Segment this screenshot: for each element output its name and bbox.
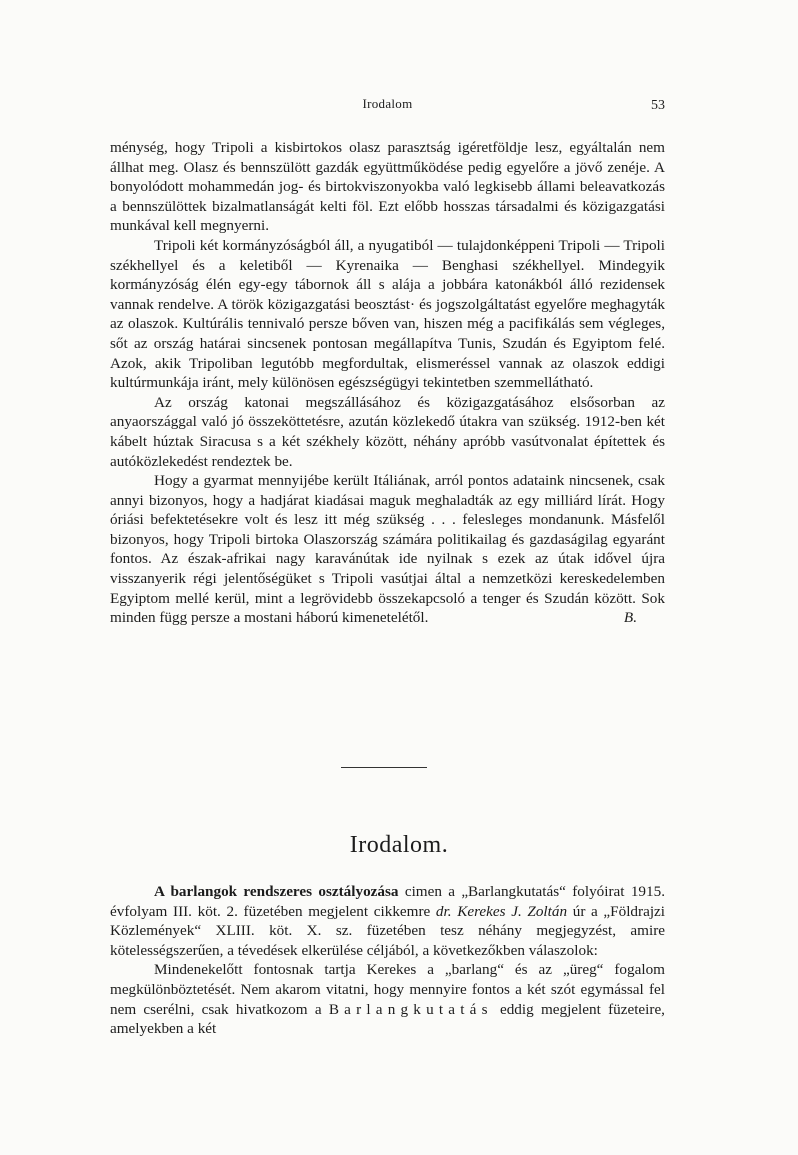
section-paragraph-1 [110,882,665,960]
author-name: dr. Kerekes J. Zoltán [435,902,568,920]
paragraph-4 [110,471,665,628]
section-body [110,882,665,1039]
running-title: Irodalom [362,96,413,111]
section-p2-text-a: Mindenekelőtt fontosnak tartja Kerekes a „barlang“ és az „üreg“ fogalom megkülönböztetését. Nem akarom vitatni, hogy mennyire fontos a két szót egymással fel nem cserélni, csak hivatkozom a [110,961,665,1018]
paragraph-2: Tripoli két kormányzóságból áll, a nyugatiból — tulajdonképpeni Tripoli — Tripoli székhellyel és a keletiből — Kyrenaika — Benghasi székhellyel. Mindegyik kormányzóság élén egy-egy tábornok áll s alája a jobbára katonákból álló rezidensek vannak rendelve. A török közigazgatási beosztást· és jogszolgáltatást egyelőre meghagyták az olaszok. Kultúrális tennivaló persze bőven van, hiszen még a pacifikálás sem végleges, sőt az ország határai sincsenek pontosan megállapítva Tunis, Szudán és Egyiptom felé. Azok, akik Tripoliban legutóbb megfordultak, elismeréssel vannak az olaszok eddigi kultúrmunkája iránt, mely különösen egészségügyi tekintetben szemmellátható. [110,236,665,392]
journal-name-spaced: Barlangkutatás [328,1000,493,1018]
paragraph-4-text: Hogy a gyarmat mennyijébe került Itáliának, arról pontos adataink nincsenek, csak annyi bizonyos, hogy a hadjárat kiadásai maguk meghaladták az egy milliárd lírát. Hogy óriási befektetésekre volt és lesz itt még szükség . . . felesleges mondanunk. Másfelől bizonyos, hogy Tripoli birtoka Olaszország számára politikailag és gazdaságilag egyaránt fontos. Az észak-afrikai nagy karavánútak ide nyilnak s ezek az útak idővel újra visszanyerik régi jelentőségüket s Tripoli vasútjai által a nemzetközi kereskedelemben Egyiptom mellé kerül, mint a legrövidebb összekapcsoló a tenger és Szudán között. Sok minden függ persze a mostani háború kimenetelétől. [110,472,665,627]
section-p2-text-b: eddig megjelent füzeteire, amelyekben a két [110,1000,665,1038]
running-header [110,96,665,118]
section-p1-text-b: úr a „Földrajzi Közlemények“ XLIII. köt. X. sz. füzetében tesz néhány megjegyzést, amire kötelességszerűen, a tévedések elkerülése céljából, a következőkben válaszolok: [110,902,665,959]
article-body [110,138,665,628]
section-title: Irodalom. [349,832,449,858]
paragraph-1: ménység, hogy Tripoli a kisbirtokos olasz parasztság igéretföldje lesz, egyáltalán nem állhat meg. Olasz és bennszülött gazdák együttműködése pedig egyelőre a jövő zenéje. A bonyolódott mohammedán jog- és birtokviszonyokba való legkisebb állami beleavatkozás a bennszülöttek bizalmatlanságát kelti föl. Ezt előbb hosszas társadalmi és közigazgatási munkával kell megnyerni. [110,139,665,235]
page-number: 53 [651,98,665,113]
section-paragraph-2 [110,960,665,1038]
article-title-bold: A barlangok rendszeres osztályozása [154,883,399,900]
section-p1-text-a: cimen a „Barlangkutatás“ folyóirat 1915. évfolyam III. köt. 2. füzetében megjelent cikkemre [110,883,665,920]
section-divider [341,767,427,768]
author-signature: B. [623,609,637,627]
paragraph-3: Az ország katonai megszállásához és közigazgatásához elsősorban az anyaországgal való jó összeköttetésre, azután közlekedő útakra van szükség. 1912-ben két kábelt húztak Siracusa s a két székhely között, néhány apróbb vasútvonalat építettek és autóközlekedést rendeztek be. [110,393,665,470]
